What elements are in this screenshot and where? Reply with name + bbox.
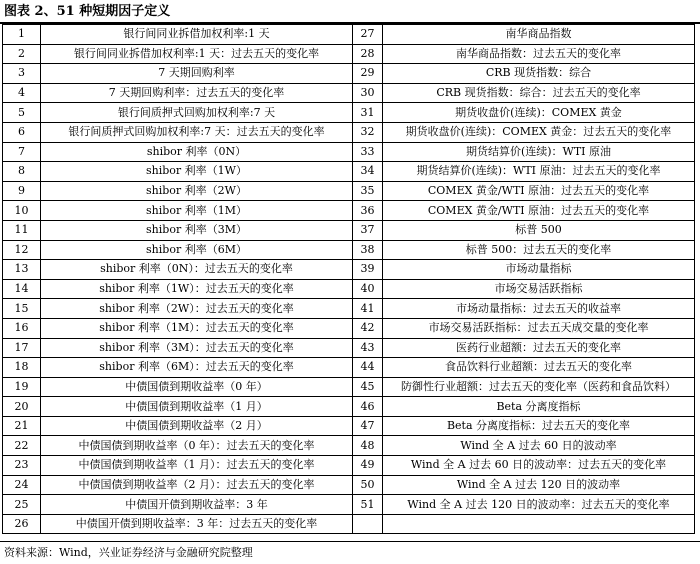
bottom-rule	[0, 541, 700, 542]
factor-name: shibor 利率（0N）	[41, 142, 353, 162]
factor-number: 27	[353, 25, 383, 45]
factor-name: 期货收盘价(连续)：COMEX 黄金：过去五天的变化率	[383, 122, 695, 142]
factor-name: shibor 利率（1W）	[41, 162, 353, 182]
factor-name: 南华商品指数：过去五天的变化率	[383, 44, 695, 64]
table-row	[3, 122, 695, 142]
factor-name: CRB 现货指数：综合：过去五天的变化率	[383, 83, 695, 103]
factor-name: 中债国债到期收益率（0 年）：过去五天的变化率	[41, 436, 353, 456]
table-row	[3, 318, 695, 338]
factor-name: 标普 500：过去五天的变化率	[383, 240, 695, 260]
table-row	[3, 142, 695, 162]
factor-number: 34	[353, 162, 383, 182]
factor-number: 37	[353, 220, 383, 240]
factor-name	[383, 514, 695, 534]
table-row	[3, 162, 695, 182]
factor-number: 2	[3, 44, 41, 64]
factor-number: 4	[3, 83, 41, 103]
factor-number: 9	[3, 181, 41, 201]
factor-name: 防御性行业超额：过去五天的变化率（医药和食品饮料）	[383, 377, 695, 397]
factor-number: 13	[3, 260, 41, 280]
factor-number: 44	[353, 358, 383, 378]
factor-name: 期货结算价(连续)：WTI 原油	[383, 142, 695, 162]
table-row	[3, 83, 695, 103]
factor-name: Wind 全 A 过去 120 日的波动率：过去五天的变化率	[383, 495, 695, 515]
factor-number: 28	[353, 44, 383, 64]
factor-number: 19	[3, 377, 41, 397]
table-row	[3, 240, 695, 260]
factor-name: COMEX 黄金/WTI 原油：过去五天的变化率	[383, 181, 695, 201]
factor-name: 市场动量指标	[383, 260, 695, 280]
table-row	[3, 260, 695, 280]
factor-name: Wind 全 A 过去 60 日的波动率	[383, 436, 695, 456]
factor-number: 41	[353, 299, 383, 319]
factor-name: 市场交易活跃指标	[383, 279, 695, 299]
factor-number: 6	[3, 122, 41, 142]
factor-name: shibor 利率（1W）：过去五天的变化率	[41, 279, 353, 299]
factor-name: shibor 利率（3M）	[41, 220, 353, 240]
factor-number: 47	[353, 416, 383, 436]
factor-name: 标普 500	[383, 220, 695, 240]
factor-number: 24	[3, 475, 41, 495]
table-row	[3, 377, 695, 397]
factor-name: 7 天期回购利率：过去五天的变化率	[41, 83, 353, 103]
factor-number: 12	[3, 240, 41, 260]
factor-number: 35	[353, 181, 383, 201]
source-note: 资料来源：Wind，兴业证券经济与金融研究院整理	[4, 546, 253, 559]
table-row	[3, 514, 695, 534]
factor-name: 市场交易活跃指标：过去五天成交量的变化率	[383, 318, 695, 338]
table-row	[3, 495, 695, 515]
factor-number: 43	[353, 338, 383, 358]
factor-number: 10	[3, 201, 41, 221]
factor-number: 49	[353, 456, 383, 476]
figure-title: 图表 2、51 种短期因子定义	[4, 4, 171, 19]
factor-number: 36	[353, 201, 383, 221]
factor-number: 51	[353, 495, 383, 515]
factor-name: COMEX 黄金/WTI 原油：过去五天的变化率	[383, 201, 695, 221]
table-row	[3, 25, 695, 45]
factor-name: shibor 利率（0N）：过去五天的变化率	[41, 260, 353, 280]
factor-number: 50	[353, 475, 383, 495]
table-row	[3, 44, 695, 64]
factor-number: 26	[3, 514, 41, 534]
factor-number: 20	[3, 397, 41, 417]
factor-number: 3	[3, 64, 41, 84]
factor-name: 中债国债到期收益率（2 月）	[41, 416, 353, 436]
factor-number: 7	[3, 142, 41, 162]
factor-name: 银行间同业拆借加权利率:1 天	[41, 25, 353, 45]
table-row	[3, 436, 695, 456]
table-row	[3, 64, 695, 84]
table-row	[3, 220, 695, 240]
factor-name: 银行间质押式回购加权利率:7 天	[41, 103, 353, 123]
factor-name: 中债国债到期收益率（1 月）：过去五天的变化率	[41, 456, 353, 476]
factor-number: 32	[353, 122, 383, 142]
factor-number: 15	[3, 299, 41, 319]
factor-name: shibor 利率（1M）	[41, 201, 353, 221]
factor-name: 期货结算价(连续)：WTI 原油：过去五天的变化率	[383, 162, 695, 182]
factor-number: 42	[353, 318, 383, 338]
factor-number: 16	[3, 318, 41, 338]
table-row	[3, 181, 695, 201]
table-row	[3, 475, 695, 495]
factor-number: 22	[3, 436, 41, 456]
factor-name: 期货收盘价(连续)：COMEX 黄金	[383, 103, 695, 123]
table-row	[3, 299, 695, 319]
factor-name: 医药行业超额：过去五天的变化率	[383, 338, 695, 358]
factor-name: shibor 利率（6M）	[41, 240, 353, 260]
factor-number: 23	[3, 456, 41, 476]
factor-name: Wind 全 A 过去 120 日的波动率	[383, 475, 695, 495]
factor-number: 5	[3, 103, 41, 123]
factor-name: shibor 利率（1M）：过去五天的变化率	[41, 318, 353, 338]
factor-number: 31	[353, 103, 383, 123]
factor-name: 中债国开债到期收益率：3 年：过去五天的变化率	[41, 514, 353, 534]
factor-number: 48	[353, 436, 383, 456]
factor-name: 中债国债到期收益率（0 年）	[41, 377, 353, 397]
factor-number: 45	[353, 377, 383, 397]
factor-name: 中债国开债到期收益率：3 年	[41, 495, 353, 515]
factor-name: Beta 分离度指标：过去五天的变化率	[383, 416, 695, 436]
table-row	[3, 358, 695, 378]
table-row	[3, 338, 695, 358]
factor-name: 银行间质押式回购加权利率:7 天：过去五天的变化率	[41, 122, 353, 142]
factor-name: shibor 利率（2W）	[41, 181, 353, 201]
factor-number: 1	[3, 25, 41, 45]
factor-name: shibor 利率（6M）：过去五天的变化率	[41, 358, 353, 378]
factor-name: 南华商品指数	[383, 25, 695, 45]
table-row	[3, 416, 695, 436]
table-row	[3, 201, 695, 221]
factor-name: 市场动量指标：过去五天的收益率	[383, 299, 695, 319]
table-row	[3, 397, 695, 417]
factor-number: 21	[3, 416, 41, 436]
table-row	[3, 456, 695, 476]
factor-number: 33	[353, 142, 383, 162]
factor-number: 18	[3, 358, 41, 378]
factor-name: shibor 利率（3M）：过去五天的变化率	[41, 338, 353, 358]
factor-number: 39	[353, 260, 383, 280]
factor-name: CRB 现货指数：综合	[383, 64, 695, 84]
factor-number: 29	[353, 64, 383, 84]
factor-name: 7 天期回购利率	[41, 64, 353, 84]
factor-number: 46	[353, 397, 383, 417]
factor-number: 38	[353, 240, 383, 260]
factor-name: shibor 利率（2W）：过去五天的变化率	[41, 299, 353, 319]
factor-number: 17	[3, 338, 41, 358]
factor-table	[2, 24, 695, 534]
factor-name: 中债国债到期收益率（1 月）	[41, 397, 353, 417]
factor-number: 30	[353, 83, 383, 103]
factor-name: 食品饮料行业超额：过去五天的变化率	[383, 358, 695, 378]
factor-number: 40	[353, 279, 383, 299]
table-row	[3, 279, 695, 299]
factor-name: 中债国债到期收益率（2 月）：过去五天的变化率	[41, 475, 353, 495]
factor-name: Beta 分离度指标	[383, 397, 695, 417]
table-row	[3, 103, 695, 123]
factor-number	[353, 514, 383, 534]
factor-number: 25	[3, 495, 41, 515]
factor-number: 11	[3, 220, 41, 240]
factor-number: 8	[3, 162, 41, 182]
factor-name: 银行间同业拆借加权利率:1 天：过去五天的变化率	[41, 44, 353, 64]
factor-number: 14	[3, 279, 41, 299]
factor-name: Wind 全 A 过去 60 日的波动率：过去五天的变化率	[383, 456, 695, 476]
